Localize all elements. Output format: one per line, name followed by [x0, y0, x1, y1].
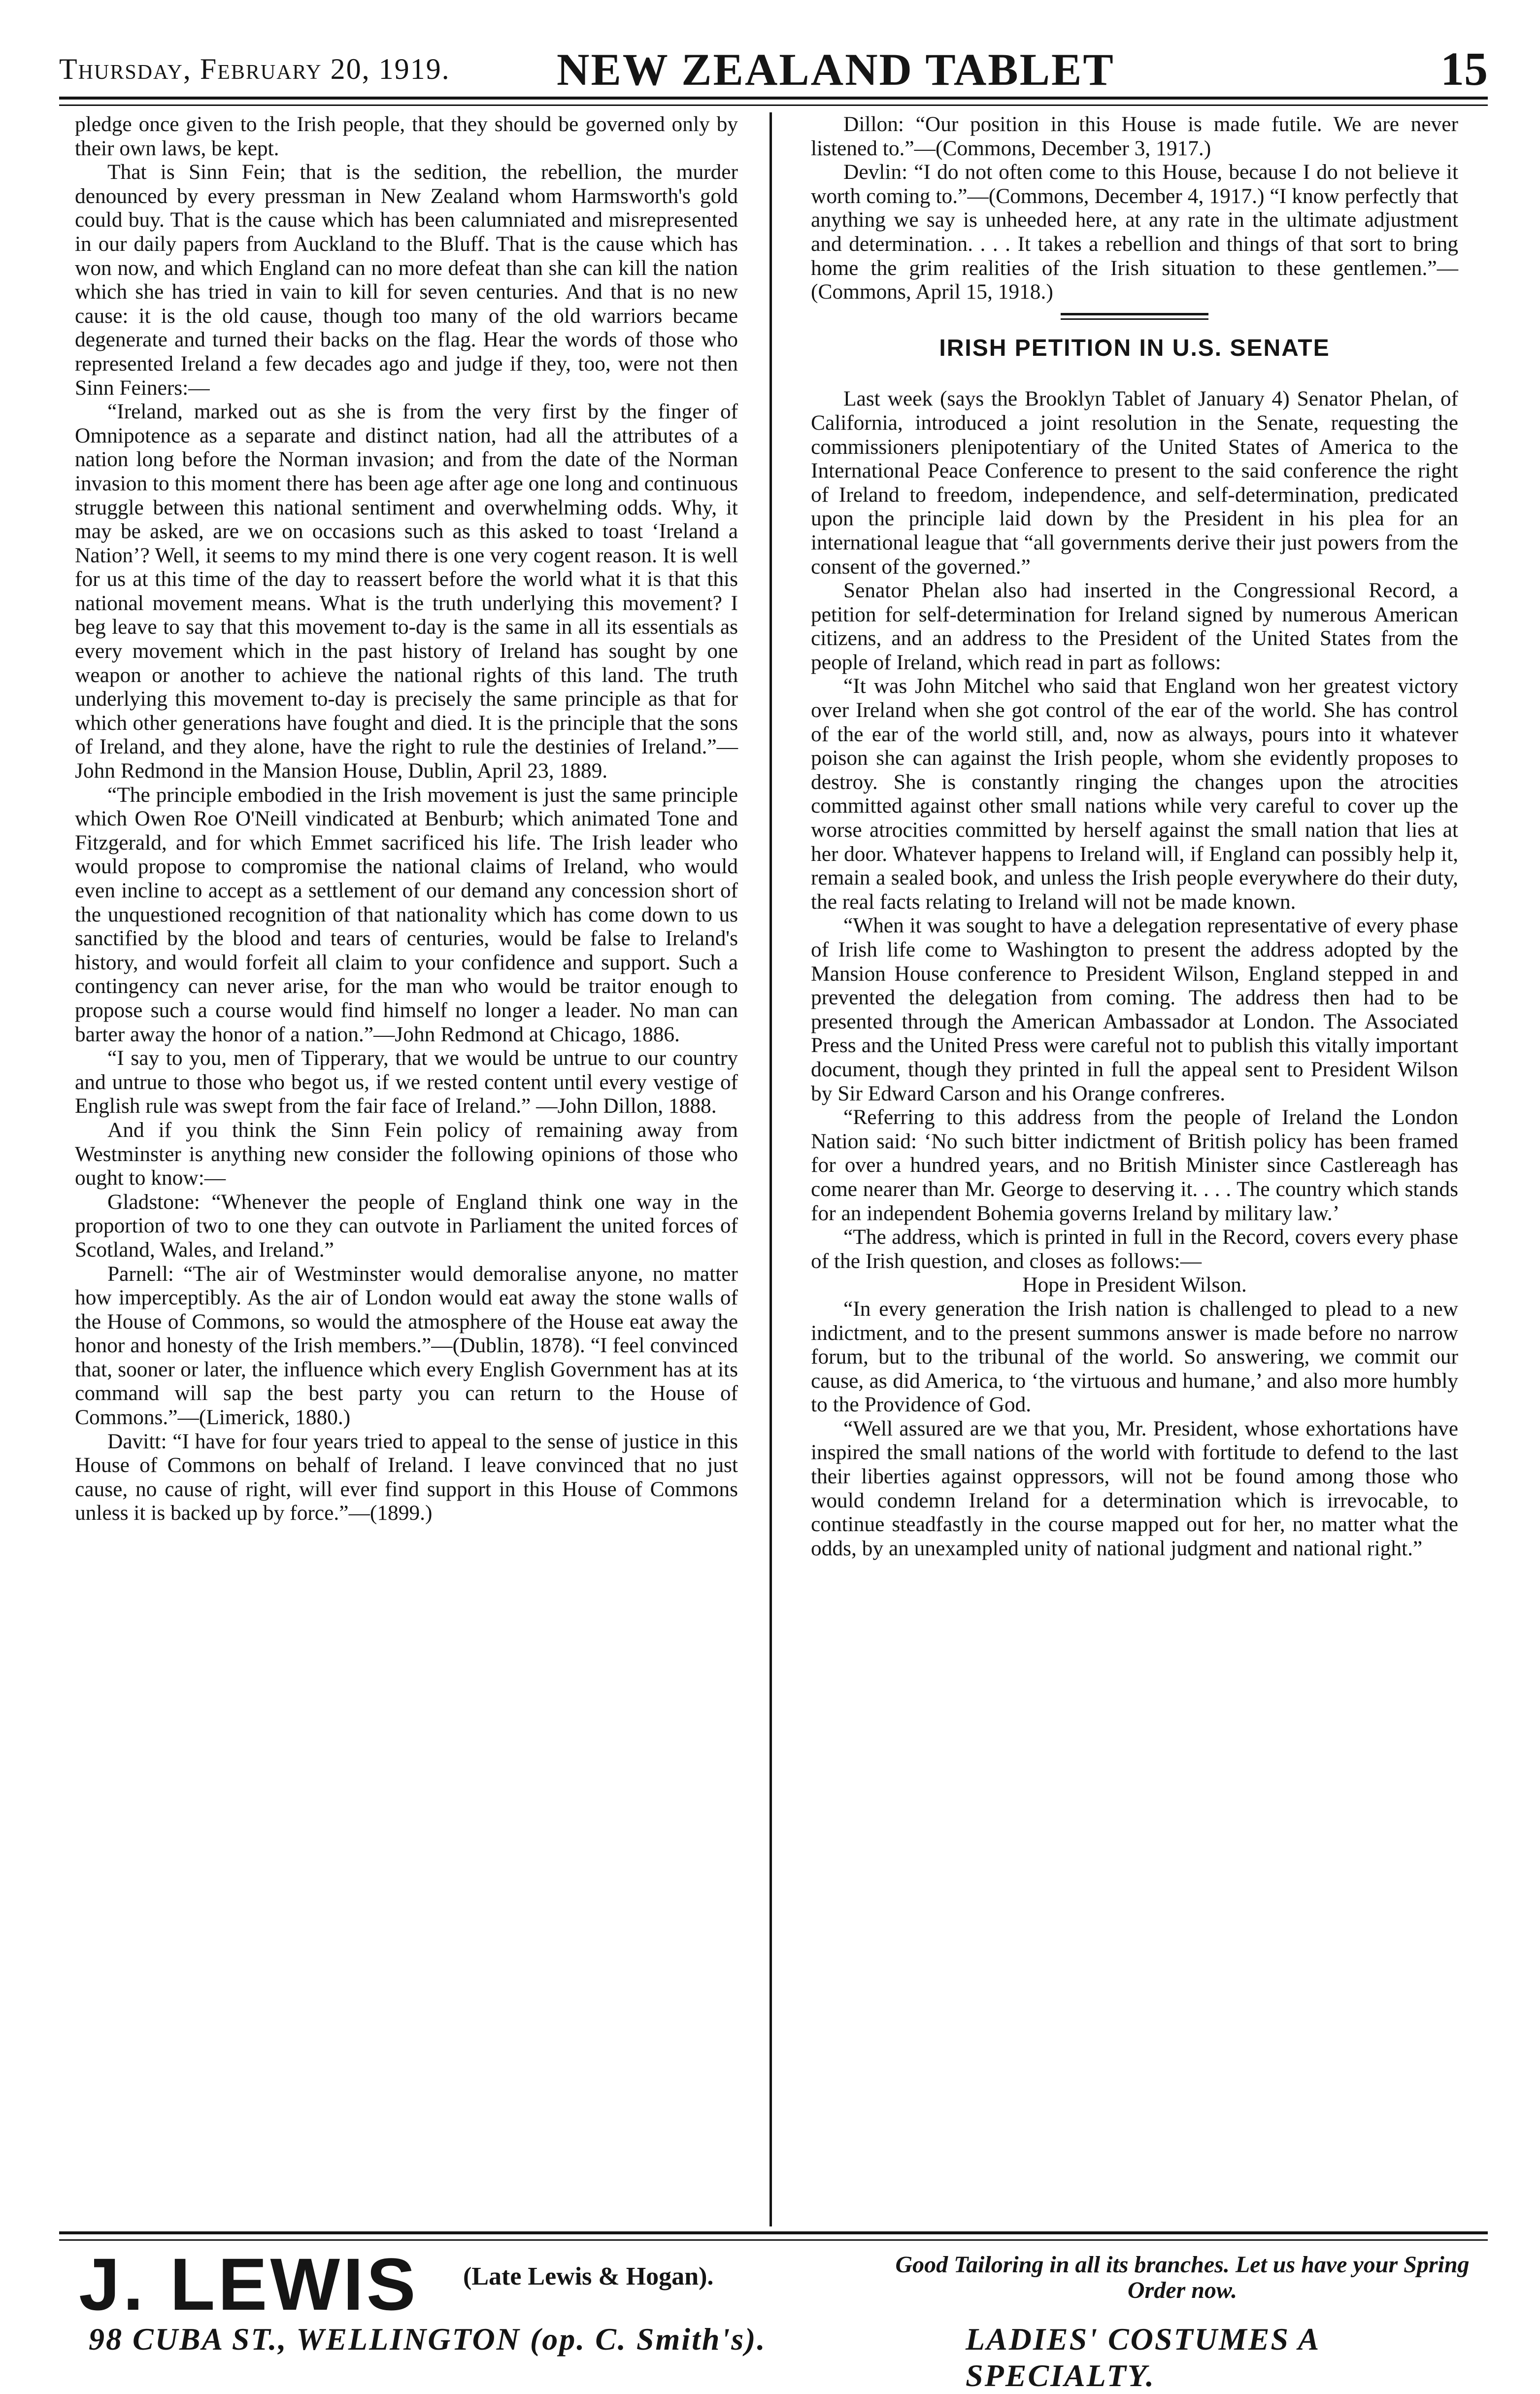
paragraph: Senator Phelan also had inserted in the Congressional Record, a petition for self-determination for Ireland signed by numerous American citizens, and an address to the President of the United States from the people of Ireland, which read in part as follows: — [811, 579, 1458, 674]
masthead-title: NEW ZEALAND TABLET — [557, 44, 1115, 95]
advertiser-specialty: LADIES' COSTUMES A SPECIALTY. — [966, 2322, 1319, 2393]
footer-rule-thin — [59, 2239, 1488, 2241]
paragraph: And if you think the Sinn Fein policy of remaining away from Westminster is anything new consider the following opinions of those who ought to know:— — [75, 1118, 738, 1190]
paragraph: pledge once given to the Irish people, that they should be governed only by their own laws, be kept. — [75, 112, 738, 160]
paragraph: “In every generation the Irish nation is challenged to plead to a new indictment, and to the present summons answer is made before no narrow forum, but to the tribunal of the world. So answering, we commit our cause, as did America, to ‘the virtuous and humane,’ and also more humbly to the Providence of God. — [811, 1297, 1458, 1417]
paragraph: “Referring to this address from the people of Ireland the London Nation said: ‘No such bitter indictment of British policy has been framed for over a hundred years, and no British Minister since Castlereagh has come nearer than Mr. George to deserving it. . . . The country which stands for an independent Bohemia governs Ireland by military law.’ — [811, 1105, 1458, 1225]
section-title: IRISH PETITION IN U.S. SENATE — [939, 335, 1330, 361]
paragraph: “The address, which is printed in full in the Record, covers every phase of the Irish question, and closes as follows:— — [811, 1225, 1458, 1273]
paragraph: “Well assured are we that you, Mr. President, whose exhortations have inspired the small nations of the world with fortitude to defend to the last their liberties against oppressors, will not be found among those who would condemn Ireland for a determination which is irrevocable, to continue steadfastly in the course mapped out for her, no matter what the odds, by an unexampled unity of national judgment and national right.” — [811, 1416, 1458, 1560]
page-header — [59, 43, 1488, 98]
advertisement — [59, 2243, 1488, 2393]
advertiser-address: 98 CUBA ST., WELLINGTON (op. C. Smith's). — [89, 2322, 767, 2357]
page-number: 15 — [1440, 42, 1488, 95]
section-separator — [1061, 313, 1208, 320]
issue-date: Thursday, February 20, 1919. — [59, 53, 450, 85]
paragraph: Last week (says the Brooklyn Tablet of January 4) Senator Phelan, of California, introduced a joint resolution in the Senate, requesting the commissioners plenipotentiary of the United States of America to the International Peace Conference to present to the said conference the right of Ireland to freedom, independence, and self-determination, predicated upon the principle laid down by the President in his plea for an international league that “all governments derive their just powers from the consent of the governed.” — [811, 387, 1458, 579]
right-column — [811, 112, 1458, 1560]
paragraph: “I say to you, men of Tipperary, that we would be untrue to our country and untrue to those who begot us, if we rested content until every vestige of English rule was swept from the fair face of Ireland.” —John Dillon, 1888. — [75, 1046, 738, 1118]
paragraph: Parnell: “The air of Westminster would demoralise anyone, no matter how imperceptibly. As the air of London would eat away the stone walls of the House of Commons, so would the atmosphere of the House eat away the honor and honesty of the Irish members.”—(Dublin, 1878). “I feel convinced that, sooner or later, the influence which every English Government has at its command will sap the best party you can return to the House of Commons.”—(Limerick, 1880.) — [75, 1262, 738, 1430]
paragraph: Dillon: “Our position in this House is made futile. We are never listened to.”—(Commons, December 3, 1917.) — [811, 112, 1458, 160]
paragraph: “It was John Mitchel who said that England won her greatest victory over Ireland when she got control of the ear of the world. She has control of the ear of the world still, and, now as always, pours into it whatever poison she can against the Irish people, whom she evidently proposes to destroy. She is constantly ringing the changes upon the atrocities committed against other small nations while very careful to cover up the worse atrocities committed by herself against the small nation that lies at her door. Whatever happens to Ireland will, if England can possibly help it, remain a sealed book, and unless the Irish people everywhere do their duty, the real facts relating to Ireland will not be made known. — [811, 674, 1458, 914]
paragraph: Hope in President Wilson. — [1022, 1273, 1247, 1297]
left-column — [75, 112, 738, 1525]
paragraph: “Ireland, marked out as she is from the very first by the finger of Omnipotence as a separate and distinct nation, had all the attributes of a nation long before the Norman invasion; and from the date of the Norman invasion to this moment there has been age after age one long and continuous struggle between this national sentiment and overwhelming odds. Why, it may be asked, are we on occasions such as this asked to toast ‘Ireland a Nation’? Well, it seems to my mind there is one very cogent reason. It is well for us at this time of the day to reassert before the world what it is that this national movement means. What is the truth underlying this movement? I beg leave to say that this movement to-day is the same in all its essentials as every movement which in the past history of Ireland has sought by one weapon or another to achieve the national rights of this land. The truth underlying this movement to-day is precisely the same principle as that for which other generations have fought and died. It is the principle that the sons of Ireland, and they alone, have the right to rule the destinies of Ireland.”—John Redmond in the Mansion House, Dublin, April 23, 1889. — [75, 400, 738, 783]
paragraph: Gladstone: “Whenever the people of England think one way in the proportion of two to one they can outvote in Parliament the united forces of Scotland, Wales, and Ireland.” — [75, 1190, 738, 1262]
paragraph: Devlin: “I do not often come to this House, because I do not believe it worth coming to.”—(Commons, December 4, 1917.) “I know perfectly that anything we say is unheeded here, at any rate in the ultimate adjustment and determination. . . . It takes a rebellion and things of that sort to bring home the grim realities of the Irish situation to these gentlemen.”—(Commons, April 15, 1918.) — [811, 160, 1458, 304]
paragraph: “The principle embodied in the Irish movement is just the same principle which Owen Roe O'Neill vindicated at Benburb; which animated Tone and Fitzgerald, and for which Emmet sacrificed his life. The Irish leader who would propose to compromise the national claims of Ireland, who would even incline to accept as a settlement of our demand any concession short of the unquestioned recognition of that nationality which has come down to us sanctified by the blood and tears of centuries, would be false to Ireland's history, and would forfeit all claim to your confidence and support. Such a contingency can never arise, for the man who would be traitor enough to propose such a course would find himself no longer a leader. No man can barter away the honor of a nation.”—John Redmond at Chicago, 1886. — [75, 783, 738, 1046]
footer-rule-thick — [59, 2231, 1488, 2234]
advertiser-tagline: (Late Lewis & Hogan). — [463, 2262, 714, 2291]
column-divider — [770, 112, 772, 2226]
header-rule-thin — [59, 104, 1488, 106]
advertiser-offer: Good Tailoring in all its branches. Let us have your Spring Order now. — [895, 2252, 1470, 2303]
advertiser-logo: J. LEWIS — [79, 2243, 419, 2326]
paragraph: That is Sinn Fein; that is the sedition, the rebellion, the murder denounced by every pressman in New Zealand whom Harmsworth's gold could buy. That is the cause which has been calumniated and misrepresented in our daily papers from Auckland to the Bluff. That is the cause which has won now, and which England can no more defeat than she can kill the nation which she has tried in vain to kill for seven centuries. And that is no new cause: it is the old cause, though too many of the old warriors became degenerate and turned their backs on the flag. Hear the words of those who represented Ireland a few decades ago and judge if they, too, were not then Sinn Feiners:— — [75, 160, 738, 400]
petition-article — [811, 387, 1458, 1560]
continued-quotes — [811, 112, 1458, 304]
paragraph: Davitt: “I have for four years tried to appeal to the sense of justice in this House of Commons on behalf of Ireland. I leave convinced that no just cause, no cause of right, will ever find support in this House of Commons unless it is backed up by force.”—(1899.) — [75, 1429, 738, 1525]
paragraph: “When it was sought to have a delegation representative of every phase of Irish life come to Washington to present the address adopted by the Mansion House conference to President Wilson, England stepped in and prevented the delegation from coming. The address then had to be presented through the American Ambassador at London. The Associated Press and the United Press were careful not to publish this vitally important document, though they printed in full the appeal sent to President Wilson by Sir Edward Carson and his Orange confreres. — [811, 914, 1458, 1105]
header-rule-thick — [59, 97, 1488, 100]
